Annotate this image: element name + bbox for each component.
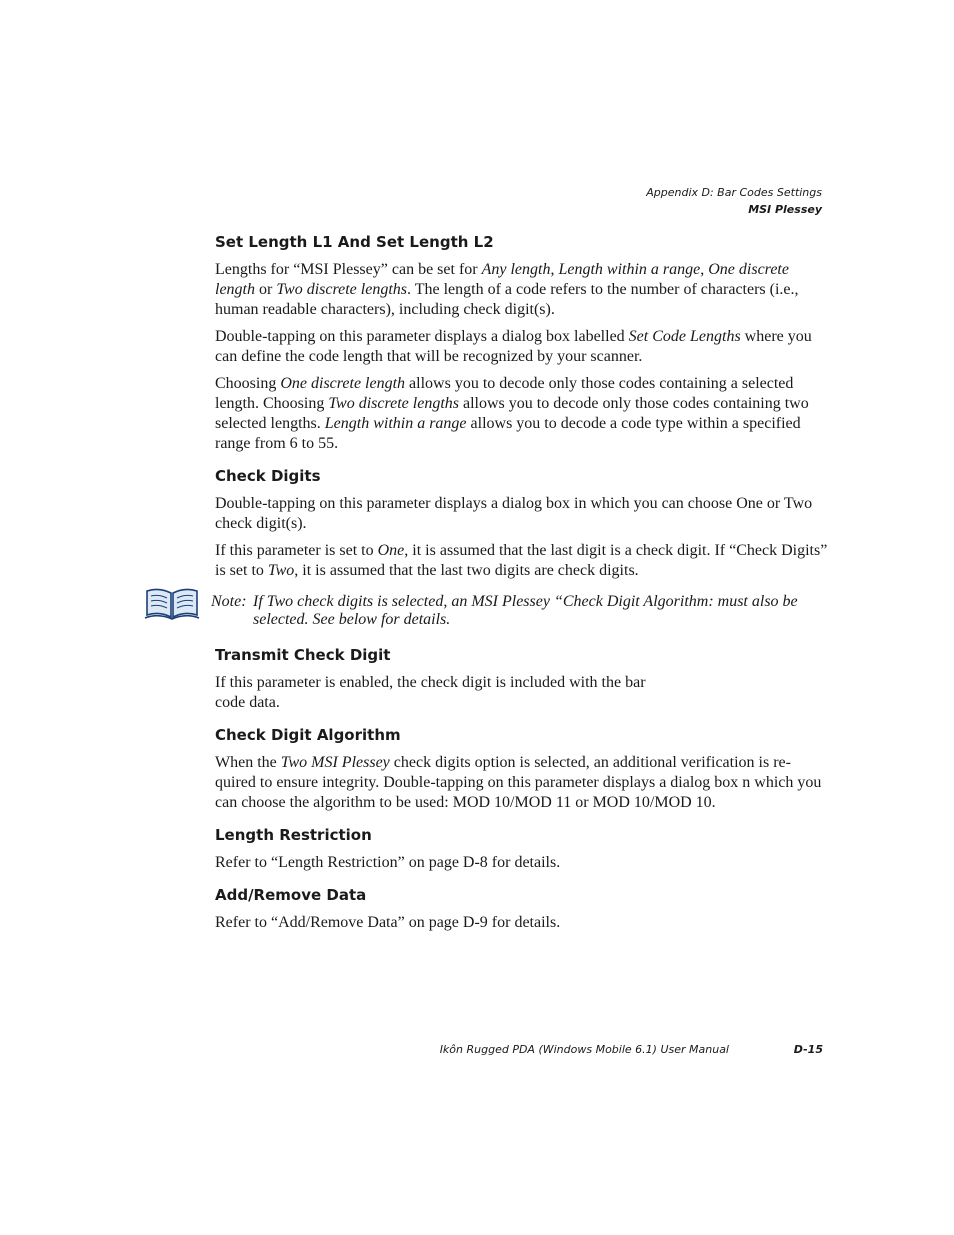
note-block — [211, 593, 830, 629]
open-book-icon — [144, 585, 200, 621]
heading-set-length: Set Length L1 And Set Length L2 — [215, 233, 494, 251]
footer-page-number: D-15 — [793, 1043, 823, 1056]
footer-manual-title: Ikôn Rugged PDA (Windows Mobile 6.1) User Manual — [439, 1043, 729, 1056]
heading-length-restriction: Length Restriction — [215, 826, 372, 844]
paragraph-transmit-check-digit: If this parameter is enabled, the check digit is included with the bar code data. — [215, 674, 646, 711]
running-head-section: MSI Plessey — [748, 203, 822, 216]
paragraph-check-digits-setting: If this parameter is set to One, it is assumed that the last digit is a check digit. If “Check Digits” is set to Two, it is assumed that the last two digits are check digits. — [215, 542, 828, 579]
paragraph-choosing: Choosing One discrete length allows you to decode only those codes containing a selected length. Choosing Two discrete lengths allows you to decode only those codes containing two selected lengths. Length within a range allows you to decode a code type within a specified range from 6 to 55. — [215, 375, 809, 452]
heading-transmit-check-digit: Transmit Check Digit — [215, 646, 391, 664]
paragraph-length-restriction: Refer to “Length Restriction” on page D-8 for details. — [215, 854, 561, 871]
note-label: Note: — [211, 593, 247, 610]
running-head-chapter: Appendix D: Bar Codes Settings — [646, 186, 822, 199]
page-content — [211, 232, 830, 940]
paragraph-check-digit-algorithm: When the Two MSI Plessey check digits option is selected, an additional verification is re-quired to ensure integrity. Double-tapping on this parameter displays a dialog box n which you can choose the algorithm to be used: MOD 10/MOD 11 or MOD 10/MOD 10. — [215, 754, 822, 811]
paragraph-check-digits-dialog: Double-tapping on this parameter displays a dialog box in which you can choose One or Two check digit(s). — [215, 495, 813, 532]
running-head — [646, 184, 822, 218]
heading-check-digit-algorithm: Check Digit Algorithm — [215, 726, 401, 744]
paragraph-set-code-lengths: Double-tapping on this parameter displays a dialog box labelled Set Code Lengths where you can define the code length that will be recognized by your scanner. — [215, 328, 812, 365]
paragraph-add-remove-data: Refer to “Add/Remove Data” on page D-9 for details. — [215, 914, 561, 931]
heading-add-remove-data: Add/Remove Data — [215, 886, 367, 904]
heading-check-digits: Check Digits — [215, 467, 321, 485]
paragraph-lengths: Lengths for “MSI Plessey” can be set for Any length, Length within a range, One discrete length or Two discrete lengths. The length of a code refers to the number of characters (i.e., human readable characters), including check digit(s). — [215, 261, 799, 318]
note-text: If Two check digits is selected, an MSI Plessey “Check Digit Algorithm: must also be selected. See below for details. — [253, 593, 798, 628]
